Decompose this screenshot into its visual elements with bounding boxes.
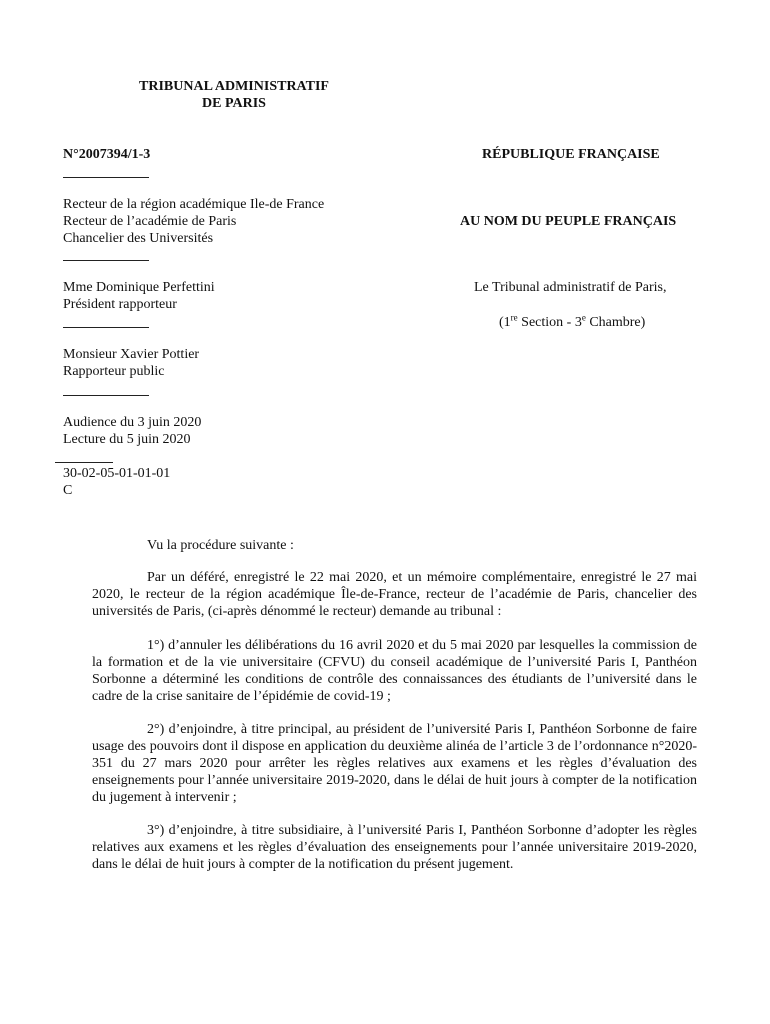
paragraph-1: Par un déféré, enregistré le 22 mai 2020, et un mémoire complémentaire, enregistré le 27 mai 2020, le recteur de la région académique Île-de-France, recteur de l’académie de Paris, chancelier des universités de Paris, (ci-après dénommé le recteur) demande au tribunal : xyxy=(92,570,697,619)
intro-line: Vu la procédure suivante : xyxy=(147,538,294,553)
republique-heading: RÉPUBLIQUE FRANÇAISE xyxy=(482,147,660,162)
court-name: Le Tribunal administratif de Paris, xyxy=(474,280,667,295)
judge-block xyxy=(63,279,215,313)
party-line-1: Recteur de la région académique Ile-de France xyxy=(63,197,325,212)
party-line-3: Chancelier des Universités xyxy=(63,231,214,246)
au-nom-heading: AU NOM DU PEUPLE FRANÇAIS xyxy=(460,214,677,229)
divider xyxy=(55,462,113,463)
rapporteur-block xyxy=(63,346,199,380)
audience-date: Audience du 3 juin 2020 xyxy=(63,415,202,430)
rapporteur-name: Monsieur Xavier Pottier xyxy=(63,347,200,362)
paragraph-2: 1°) d’annuler les délibérations du 16 avril 2020 et du 5 mai 2020 par lesquelles la commission de la formation et de la vie universitaire (CFVU) du conseil académique de l’université Paris I, Panthéon Sorbonne a déterminé les conditions de contrôle des connaissances des étudiants de l’université dans le cadre de la crise sanitaire de l’épidémie de covid-19 ; xyxy=(92,638,697,704)
divider xyxy=(63,395,149,396)
tribunal-line-2: DE PARIS xyxy=(202,96,266,111)
divider xyxy=(63,260,149,261)
tribunal-line-1: TRIBUNAL ADMINISTRATIF xyxy=(139,79,329,94)
dates-block xyxy=(63,414,201,448)
tribunal-title xyxy=(112,78,356,112)
paragraph-3: 2°) d’enjoindre, à titre principal, au président de l’université Paris I, Panthéon Sorbonne de faire usage des pouvoirs dont il dispose en application du deuxième alinéa de l’article 3 de l’ordonnance n°2020-351 du 27 mars 2020 pour arrêter les règles relatives aux examens et les règles d’évaluation des enseignements pour l’année universitaire 2019-2020, dans le délai de huit jours à compter de la notification du jugement à intervenir ; xyxy=(92,722,697,805)
divider xyxy=(63,327,149,328)
judge-role: Président rapporteur xyxy=(63,297,177,312)
case-number: N°2007394/1-3 xyxy=(63,147,151,162)
lecture-date: Lecture du 5 juin 2020 xyxy=(63,432,191,447)
party-line-2: Recteur de l’académie de Paris xyxy=(63,214,237,229)
rapporteur-role: Rapporteur public xyxy=(63,364,165,379)
classification-code: 30-02-05-01-01-01 xyxy=(63,466,171,481)
judge-name: Mme Dominique Perfettini xyxy=(63,280,215,295)
divider xyxy=(63,177,149,178)
paragraph-4: 3°) d’enjoindre, à titre subsidiaire, à l’université Paris I, Panthéon Sorbonne d’adopter les règles relatives aux examens et les règles d’évaluation des enseignements pour l’année universitaire 2019-2020, dans le délai de huit jours à compter de la notification du présent jugement. xyxy=(92,823,697,872)
court-section: (1re Section - 3e Chambre) xyxy=(499,312,646,330)
parties-block xyxy=(63,196,324,247)
classification-block xyxy=(63,465,170,499)
classification-letter: C xyxy=(63,483,73,498)
